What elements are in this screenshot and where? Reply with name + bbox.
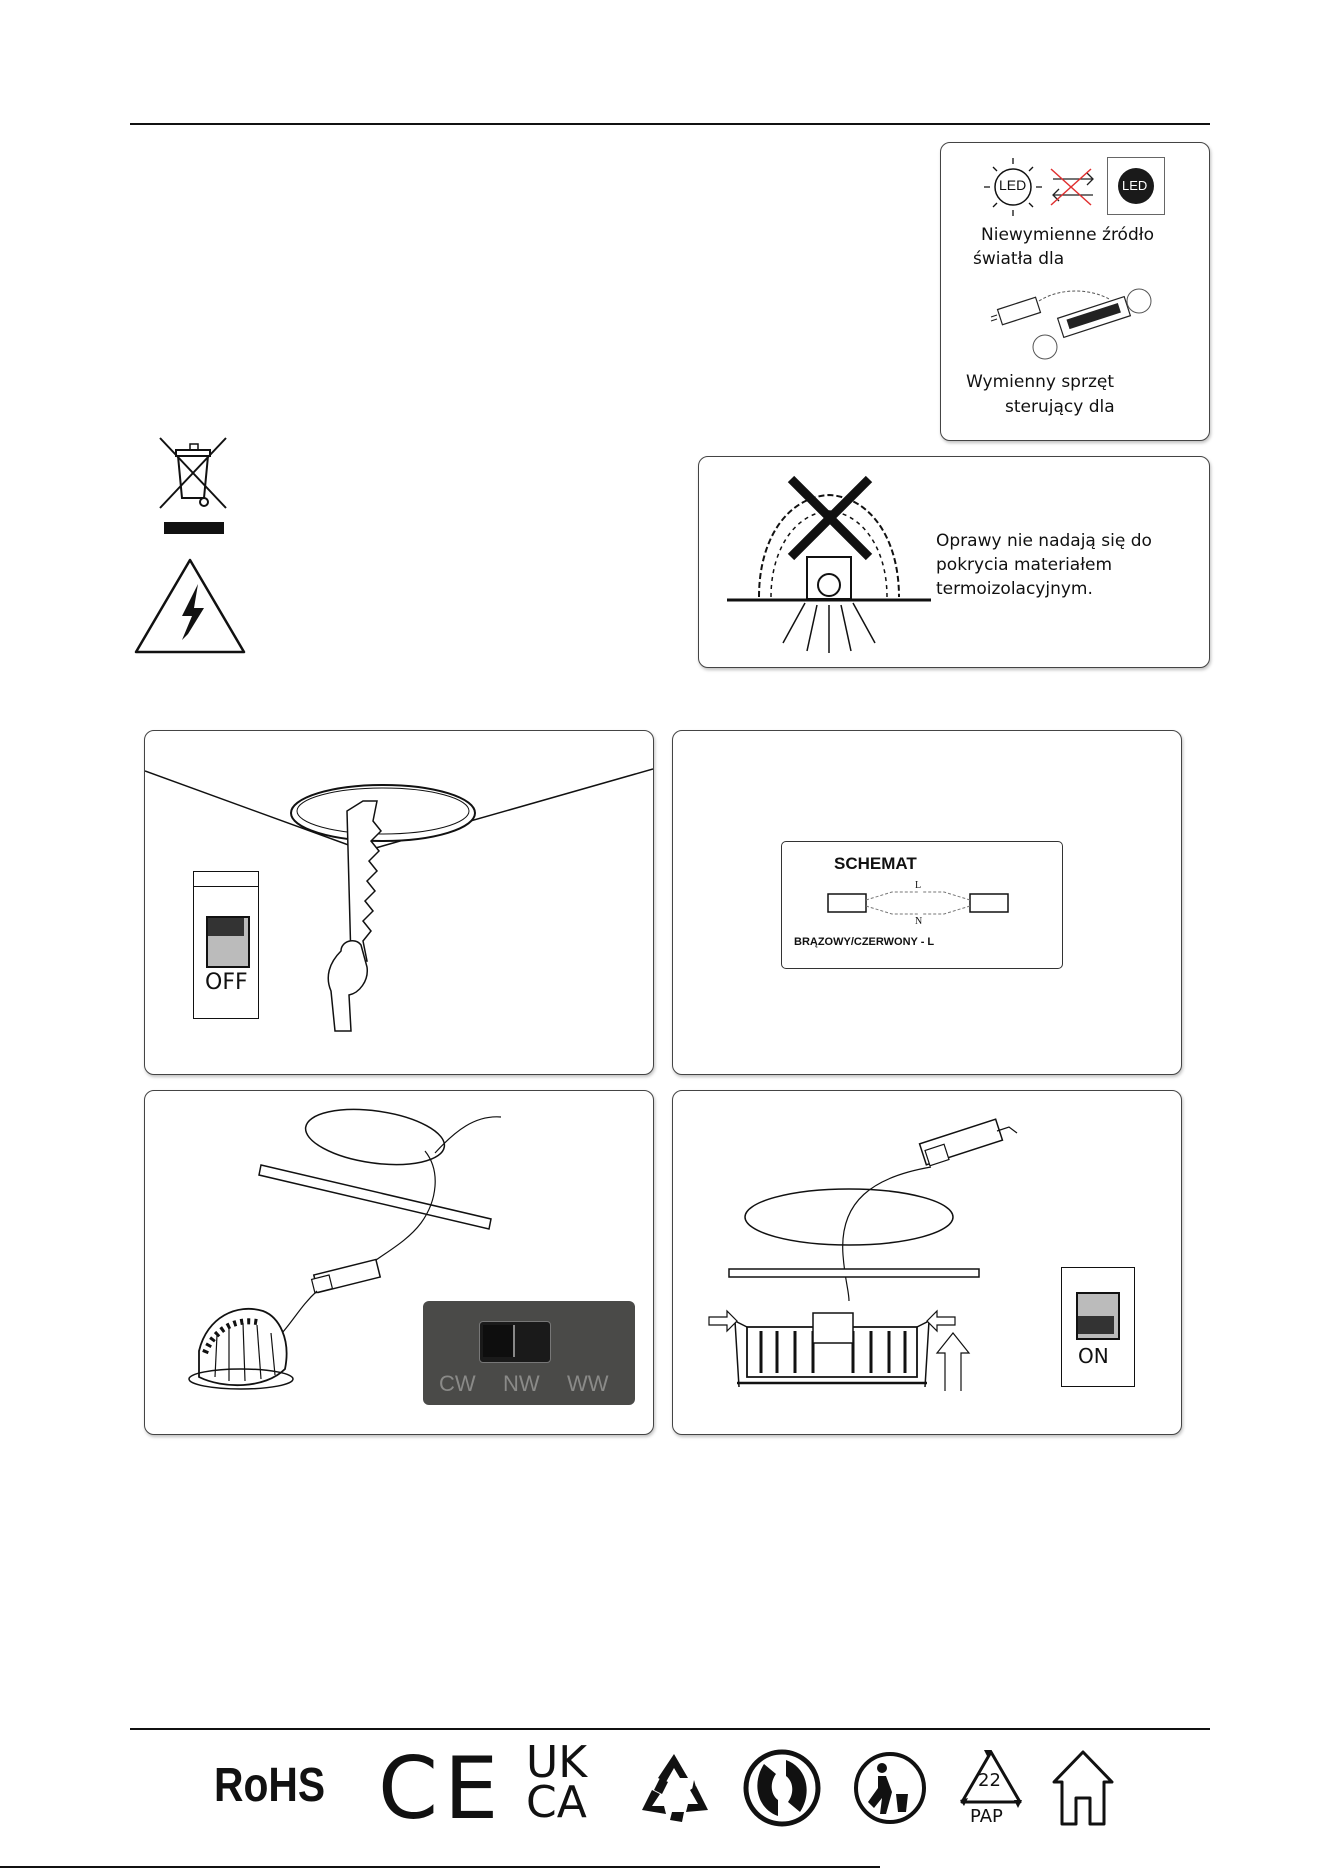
step4-panel	[672, 1090, 1182, 1435]
light-source-text-2: światła dla	[973, 249, 1065, 269]
control-gear-text-1: Wymienny sprzęt	[966, 372, 1115, 392]
rohs-mark: RoHS	[214, 1759, 326, 1812]
weee-bin-icon	[152, 436, 232, 536]
on-label: ON	[1078, 1344, 1109, 1368]
tidyman-icon	[852, 1748, 928, 1828]
bottom-rule	[130, 1728, 1210, 1730]
electric-hazard-icon	[130, 554, 250, 658]
driver-module-icon	[941, 281, 1209, 371]
wiring-schema-box	[781, 841, 1063, 969]
on-switch	[1061, 1267, 1135, 1387]
recycle-icon	[636, 1750, 712, 1826]
led-chip-icon	[1107, 157, 1165, 215]
insulation-text-3: termoizolacyjnym.	[936, 579, 1093, 599]
pap-number: 22	[978, 1770, 1001, 1791]
wiring-diagram	[782, 842, 1062, 968]
cct-label-nw: NW	[503, 1371, 540, 1396]
ukca-mark	[526, 1737, 602, 1828]
off-label: OFF	[205, 970, 248, 995]
schema-title: SCHEMAT	[834, 854, 917, 873]
pap-label: PAP	[970, 1806, 1003, 1827]
step2-panel	[672, 730, 1182, 1075]
control-gear-text-2: sterujący dla	[1005, 397, 1115, 417]
cct-label-ww: WW	[567, 1371, 609, 1396]
led-info-box	[940, 142, 1210, 441]
no-insulation-cover-icon	[719, 457, 939, 667]
led-label-right: LED	[1122, 178, 1148, 193]
ce-mark: CE	[378, 1739, 505, 1839]
insulation-text-2: pokrycia materiałem	[936, 555, 1113, 575]
line-n-label: N	[915, 916, 923, 927]
ukca-line-1: UK	[526, 1737, 588, 1788]
led-label-left: LED	[999, 177, 1027, 193]
off-switch	[193, 871, 259, 1019]
light-source-text-1: Niewymienne źródło	[981, 225, 1154, 245]
step1-panel	[144, 730, 654, 1075]
step3-panel	[144, 1090, 654, 1435]
house-icon	[1048, 1748, 1118, 1828]
bottom-edge-line	[0, 1866, 880, 1868]
crossed-arrows-icon	[1049, 167, 1109, 207]
green-dot-icon	[742, 1748, 822, 1828]
insulation-warning-box	[698, 456, 1210, 668]
top-rule	[130, 123, 1210, 125]
cct-label-cw: CW	[439, 1371, 476, 1396]
insulation-text-1: Oprawy nie nadają się do	[936, 531, 1152, 551]
line-l-label: L	[915, 880, 922, 891]
wire-caption: BRĄZOWY/CZERWONY - L	[794, 936, 935, 948]
cct-switch-photo	[423, 1301, 635, 1405]
ukca-line-2: CA	[526, 1777, 587, 1828]
